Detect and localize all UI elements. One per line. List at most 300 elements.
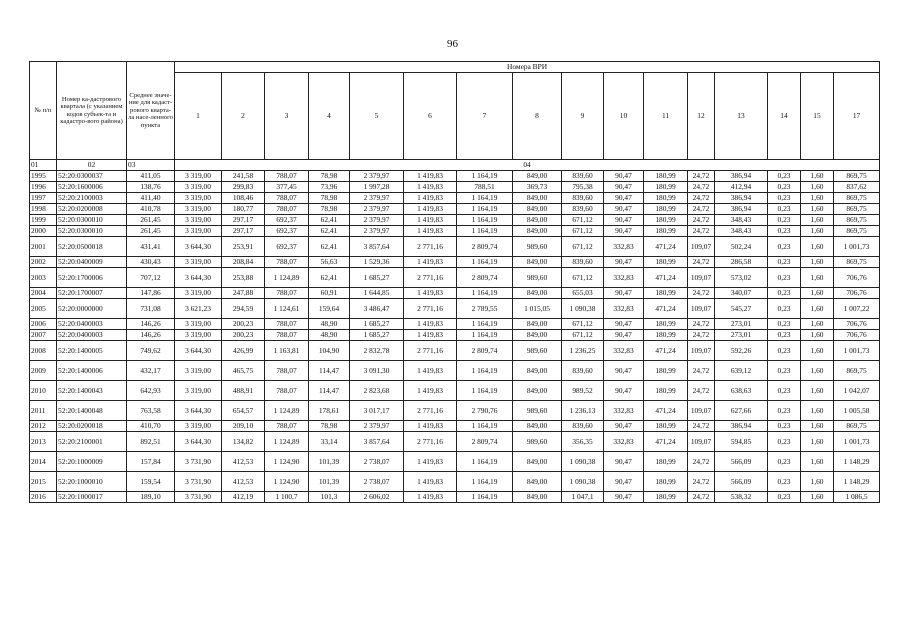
average-value-cell: 410,70 (127, 421, 175, 432)
vri-value-cell: 692,37 (265, 226, 309, 237)
vri-value-cell: 109,07 (688, 299, 715, 319)
vri-value-cell: 180,99 (644, 421, 688, 432)
header-vri-13: 13 (715, 73, 768, 160)
row-number-cell: 2009 (30, 361, 57, 381)
vri-value-cell: 78,98 (309, 171, 350, 182)
vri-value-cell: 369,73 (513, 182, 562, 193)
vri-value-cell: 989,60 (513, 268, 562, 288)
vri-value-cell: 60,91 (309, 288, 350, 299)
vri-value-cell: 412,19 (222, 492, 265, 503)
vri-value-cell: 109,07 (688, 341, 715, 361)
vri-value-cell: 639,12 (715, 361, 768, 381)
table-row (30, 268, 880, 288)
vri-value-cell: 1 124,90 (265, 452, 309, 472)
vri-value-cell: 3 017,17 (350, 401, 404, 421)
vri-value-cell: 24,72 (688, 381, 715, 401)
vri-value-cell: 1 086,5 (834, 492, 880, 503)
vri-value-cell: 180,99 (644, 204, 688, 215)
cadastral-quarter-cell: 52:20:0400003 (57, 319, 127, 330)
average-value-cell: 642,93 (127, 381, 175, 401)
vri-value-cell: 2 606,02 (350, 492, 404, 503)
vri-value-cell: 471,24 (644, 401, 688, 421)
cadastral-quarter-cell: 52:20:1400006 (57, 361, 127, 381)
vri-value-cell: 849,00 (513, 319, 562, 330)
vri-value-cell: 706,76 (834, 268, 880, 288)
vri-value-cell: 849,00 (513, 193, 562, 204)
vri-value-cell: 0,23 (768, 237, 801, 257)
row-number-cell: 1997 (30, 193, 57, 204)
average-value-cell: 261,45 (127, 226, 175, 237)
vri-value-cell: 101,39 (309, 472, 350, 492)
average-value-cell: 146,26 (127, 330, 175, 341)
vri-value-cell: 1 007,22 (834, 299, 880, 319)
vri-value-cell: 1 015,05 (513, 299, 562, 319)
vri-value-cell: 1 419,83 (404, 452, 457, 472)
vri-value-cell: 377,45 (265, 182, 309, 193)
vri-value-cell: 1 997,28 (350, 182, 404, 193)
vri-value-cell: 180,99 (644, 215, 688, 226)
average-value-cell: 261,45 (127, 215, 175, 226)
vri-value-cell: 1 164,19 (457, 226, 513, 237)
vri-value-cell: 2 790,76 (457, 401, 513, 421)
vri-value-cell: 3 091,30 (350, 361, 404, 381)
cadastral-quarter-cell: 52:20:1400048 (57, 401, 127, 421)
vri-value-cell: 1 090,38 (562, 472, 604, 492)
vri-value-cell: 0,23 (768, 193, 801, 204)
header-vri-6: 6 (404, 73, 457, 160)
vri-value-cell: 1 005,58 (834, 401, 880, 421)
table-row (30, 492, 880, 503)
average-value-cell: 432,17 (127, 361, 175, 381)
vri-value-cell: 849,00 (513, 472, 562, 492)
vri-value-cell: 989,60 (513, 401, 562, 421)
vri-value-cell: 545,27 (715, 299, 768, 319)
vri-value-cell: 1 042,07 (834, 381, 880, 401)
vri-value-cell: 2 379,97 (350, 204, 404, 215)
cadastral-quarter-cell: 52:20:0300010 (57, 226, 127, 237)
vri-value-cell: 2 809,74 (457, 341, 513, 361)
table-row (30, 226, 880, 237)
vri-value-cell: 1 148,29 (834, 472, 880, 492)
vri-value-cell: 109,07 (688, 268, 715, 288)
vri-value-cell: 0,23 (768, 330, 801, 341)
vri-value-cell: 1,60 (801, 492, 834, 503)
vri-value-cell: 989,52 (562, 381, 604, 401)
vri-value-cell: 566,09 (715, 472, 768, 492)
table-row (30, 452, 880, 472)
vri-value-cell: 0,23 (768, 452, 801, 472)
vri-value-cell: 849,00 (513, 452, 562, 472)
vri-value-cell: 654,57 (222, 401, 265, 421)
vri-value-cell: 471,24 (644, 237, 688, 257)
vri-value-cell: 1,60 (801, 226, 834, 237)
vri-value-cell: 849,00 (513, 492, 562, 503)
vri-value-cell: 90,47 (604, 226, 644, 237)
vri-value-cell: 839,60 (562, 193, 604, 204)
header-vri-3: 3 (265, 73, 309, 160)
table-row (30, 432, 880, 452)
vri-value-cell: 104,90 (309, 341, 350, 361)
vri-value-cell: 180,99 (644, 182, 688, 193)
vri-value-cell: 332,83 (604, 432, 644, 452)
vri-value-cell: 180,99 (644, 171, 688, 182)
vri-value-cell: 3 319,00 (175, 204, 222, 215)
vri-value-cell: 90,47 (604, 288, 644, 299)
vri-value-cell: 2 771,16 (404, 341, 457, 361)
vri-value-cell: 3 621,23 (175, 299, 222, 319)
vri-value-cell: 3 319,00 (175, 288, 222, 299)
average-value-cell: 707,12 (127, 268, 175, 288)
average-value-cell: 147,86 (127, 288, 175, 299)
vri-value-cell: 2 771,16 (404, 268, 457, 288)
cadastral-quarter-cell: 52:20:1700006 (57, 268, 127, 288)
vri-value-cell: 849,00 (513, 204, 562, 215)
header-row-number: № п/п (30, 62, 57, 160)
vri-value-cell: 869,75 (834, 257, 880, 268)
vri-value-cell: 62,41 (309, 215, 350, 226)
vri-value-cell: 3 319,00 (175, 381, 222, 401)
vri-value-cell: 1 164,19 (457, 361, 513, 381)
vri-value-cell: 180,99 (644, 257, 688, 268)
vri-value-cell: 869,75 (834, 226, 880, 237)
vri-value-cell: 788,07 (265, 421, 309, 432)
vri-value-cell: 671,12 (562, 226, 604, 237)
cadastral-quarter-cell: 52:20:0400009 (57, 257, 127, 268)
vri-value-cell: 386,94 (715, 421, 768, 432)
vri-value-cell: 0,23 (768, 288, 801, 299)
cadastral-quarter-cell: 52:20:0300037 (57, 171, 127, 182)
vri-value-cell: 348,43 (715, 226, 768, 237)
page-number: 96 (447, 38, 458, 50)
vri-value-cell: 0,23 (768, 226, 801, 237)
vri-value-cell: 180,99 (644, 452, 688, 472)
table-row (30, 341, 880, 361)
vri-value-cell: 2 379,97 (350, 215, 404, 226)
vri-value-cell: 294,59 (222, 299, 265, 319)
vri-value-cell: 3 644,30 (175, 432, 222, 452)
row-number-cell: 2014 (30, 452, 57, 472)
vri-value-cell: 1 419,83 (404, 288, 457, 299)
vri-value-cell: 989,60 (513, 237, 562, 257)
vri-value-cell: 1 164,19 (457, 421, 513, 432)
vri-value-cell: 869,75 (834, 171, 880, 182)
vri-value-cell: 299,83 (222, 182, 265, 193)
vri-value-cell: 989,60 (513, 432, 562, 452)
average-value-cell: 431,41 (127, 237, 175, 257)
cadastral-quarter-cell: 52:20:2100001 (57, 432, 127, 452)
header-vri-group: Номера ВРИ (175, 62, 880, 73)
vri-value-cell: 1 164,19 (457, 492, 513, 503)
vri-value-cell: 62,41 (309, 226, 350, 237)
cadastral-quarter-cell: 52:20:1000009 (57, 452, 127, 472)
vri-value-cell: 340,07 (715, 288, 768, 299)
vri-value-cell: 471,24 (644, 268, 688, 288)
vri-value-cell: 2 771,16 (404, 299, 457, 319)
vri-value-cell: 839,60 (562, 257, 604, 268)
vri-value-cell: 1 685,27 (350, 268, 404, 288)
vri-value-cell: 1 419,83 (404, 421, 457, 432)
vri-value-cell: 706,76 (834, 319, 880, 330)
vri-value-cell: 241,58 (222, 171, 265, 182)
vri-value-cell: 24,72 (688, 171, 715, 182)
vri-value-cell: 90,47 (604, 171, 644, 182)
vri-value-cell: 273,01 (715, 330, 768, 341)
vri-value-cell: 24,72 (688, 472, 715, 492)
cadastral-quarter-cell: 52:20:1000010 (57, 472, 127, 492)
cadastral-quarter-cell: 52:20:0200008 (57, 204, 127, 215)
vri-value-cell: 0,23 (768, 204, 801, 215)
vri-value-cell: 788,07 (265, 288, 309, 299)
vri-value-cell: 1 164,19 (457, 319, 513, 330)
vri-value-cell: 209,10 (222, 421, 265, 432)
average-value-cell: 749,62 (127, 341, 175, 361)
vri-value-cell: 0,23 (768, 268, 801, 288)
code-cell: 04 (175, 160, 880, 171)
vri-value-cell: 471,24 (644, 341, 688, 361)
vri-value-cell: 671,12 (562, 319, 604, 330)
vri-value-cell: 3 319,00 (175, 182, 222, 193)
table-row (30, 401, 880, 421)
vri-value-cell: 0,23 (768, 401, 801, 421)
vri-value-cell: 1 236,25 (562, 341, 604, 361)
vri-value-cell: 90,47 (604, 193, 644, 204)
vri-value-cell: 1 124,89 (265, 432, 309, 452)
header-vri-4: 4 (309, 73, 350, 160)
vri-value-cell: 1 419,83 (404, 204, 457, 215)
vri-value-cell: 1,60 (801, 204, 834, 215)
vri-value-cell: 208,84 (222, 257, 265, 268)
vri-value-cell: 0,23 (768, 215, 801, 226)
column-codes-row (30, 160, 880, 171)
vri-value-cell: 706,76 (834, 288, 880, 299)
average-value-cell: 146,26 (127, 319, 175, 330)
vri-value-cell: 655,03 (562, 288, 604, 299)
vri-value-cell: 24,72 (688, 492, 715, 503)
vri-value-cell: 1 419,83 (404, 226, 457, 237)
vri-value-cell: 869,75 (834, 193, 880, 204)
row-number-cell: 2002 (30, 257, 57, 268)
vri-value-cell: 3 731,90 (175, 472, 222, 492)
vri-value-cell: 788,07 (265, 193, 309, 204)
vri-value-cell: 0,23 (768, 171, 801, 182)
average-value-cell: 731,08 (127, 299, 175, 319)
vri-value-cell: 180,99 (644, 381, 688, 401)
vri-value-cell: 78,98 (309, 421, 350, 432)
table-row (30, 288, 880, 299)
average-value-cell: 159,54 (127, 472, 175, 492)
vri-value-cell: 24,72 (688, 257, 715, 268)
vri-value-cell: 566,09 (715, 452, 768, 472)
table-row (30, 182, 880, 193)
vri-value-cell: 348,43 (715, 215, 768, 226)
vri-value-cell: 1 164,19 (457, 330, 513, 341)
table-row (30, 237, 880, 257)
vri-value-cell: 90,47 (604, 182, 644, 193)
vri-value-cell: 3 644,30 (175, 237, 222, 257)
vri-value-cell: 788,07 (265, 204, 309, 215)
vri-value-cell: 3 486,47 (350, 299, 404, 319)
average-value-cell: 892,51 (127, 432, 175, 452)
row-number-cell: 2015 (30, 472, 57, 492)
vri-value-cell: 1,60 (801, 182, 834, 193)
vri-value-cell: 3 319,00 (175, 421, 222, 432)
vri-value-cell: 24,72 (688, 361, 715, 381)
vri-value-cell: 1,60 (801, 171, 834, 182)
vri-value-cell: 795,38 (562, 182, 604, 193)
vri-value-cell: 1,60 (801, 472, 834, 492)
average-value-cell: 138,76 (127, 182, 175, 193)
vri-value-cell: 538,32 (715, 492, 768, 503)
vri-value-cell: 3 319,00 (175, 215, 222, 226)
cadastral-quarter-cell: 52:20:2100003 (57, 193, 127, 204)
vri-value-cell: 502,24 (715, 237, 768, 257)
vri-value-cell: 2 809,74 (457, 237, 513, 257)
vri-value-cell: 0,23 (768, 472, 801, 492)
table-row (30, 421, 880, 432)
vri-value-cell: 90,47 (604, 330, 644, 341)
vri-value-cell: 849,00 (513, 226, 562, 237)
vri-value-cell: 412,53 (222, 472, 265, 492)
cadastral-quarter-cell: 52:20:1400043 (57, 381, 127, 401)
vri-value-cell: 109,07 (688, 237, 715, 257)
vri-value-cell: 671,12 (562, 330, 604, 341)
vri-value-cell: 1 164,19 (457, 193, 513, 204)
vri-value-cell: 1,60 (801, 237, 834, 257)
vri-value-cell: 1 644,85 (350, 288, 404, 299)
row-number-cell: 1999 (30, 215, 57, 226)
vri-value-cell: 24,72 (688, 204, 715, 215)
vri-value-cell: 2 809,74 (457, 268, 513, 288)
vri-value-cell: 1 164,19 (457, 257, 513, 268)
vri-value-cell: 24,72 (688, 330, 715, 341)
vri-value-cell: 1 124,89 (265, 401, 309, 421)
row-number-cell: 2008 (30, 341, 57, 361)
vri-value-cell: 1,60 (801, 215, 834, 226)
vri-value-cell: 788,51 (457, 182, 513, 193)
vri-value-cell: 24,72 (688, 182, 715, 193)
vri-value-cell: 2 379,97 (350, 193, 404, 204)
row-number-cell: 2006 (30, 319, 57, 330)
vri-value-cell: 90,47 (604, 361, 644, 381)
vri-value-cell: 1 164,19 (457, 204, 513, 215)
vri-value-cell: 1 419,83 (404, 472, 457, 492)
vri-value-cell: 1 164,19 (457, 288, 513, 299)
vri-value-cell: 101,39 (309, 452, 350, 472)
row-number-cell: 2004 (30, 288, 57, 299)
vri-value-cell: 1 419,83 (404, 193, 457, 204)
vri-value-cell: 1,60 (801, 381, 834, 401)
vri-value-cell: 1 419,83 (404, 381, 457, 401)
vri-value-cell: 3 319,00 (175, 361, 222, 381)
header-vri-8: 8 (513, 73, 562, 160)
vri-value-cell: 109,07 (688, 432, 715, 452)
vri-value-cell: 24,72 (688, 288, 715, 299)
vri-value-cell: 1 163,81 (265, 341, 309, 361)
vri-value-cell: 1 164,19 (457, 381, 513, 401)
vri-value-cell: 1 419,83 (404, 361, 457, 381)
row-number-cell: 1996 (30, 182, 57, 193)
table-row (30, 472, 880, 492)
vri-value-cell: 849,00 (513, 330, 562, 341)
header-vri-1: 1 (175, 73, 222, 160)
vri-value-cell: 247,88 (222, 288, 265, 299)
cadastral-quarter-cell: 52:20:1600006 (57, 182, 127, 193)
row-number-cell: 2003 (30, 268, 57, 288)
vri-value-cell: 1 419,83 (404, 215, 457, 226)
vri-value-cell: 2 771,16 (404, 401, 457, 421)
average-value-cell: 411,05 (127, 171, 175, 182)
vri-value-cell: 1 001,73 (834, 341, 880, 361)
vri-value-cell: 24,72 (688, 421, 715, 432)
table-row (30, 299, 880, 319)
vri-value-cell: 1 236,13 (562, 401, 604, 421)
vri-value-cell: 2 832,78 (350, 341, 404, 361)
vri-value-cell: 2 771,16 (404, 237, 457, 257)
vri-value-cell: 33,14 (309, 432, 350, 452)
vri-value-cell: 332,83 (604, 401, 644, 421)
vri-value-cell: 297,17 (222, 226, 265, 237)
vri-value-cell: 1 090,38 (562, 452, 604, 472)
vri-value-cell: 0,23 (768, 421, 801, 432)
table-body (30, 160, 880, 503)
vri-value-cell: 412,53 (222, 452, 265, 472)
vri-value-cell: 3 319,00 (175, 226, 222, 237)
vri-value-cell: 24,72 (688, 226, 715, 237)
vri-value-cell: 2 379,97 (350, 171, 404, 182)
vri-value-cell: 3 319,00 (175, 257, 222, 268)
row-number-cell: 2000 (30, 226, 57, 237)
vri-value-cell: 286,58 (715, 257, 768, 268)
vri-value-cell: 180,99 (644, 330, 688, 341)
average-value-cell: 189,10 (127, 492, 175, 503)
vri-value-cell: 0,23 (768, 182, 801, 193)
vri-value-cell: 24,72 (688, 452, 715, 472)
vri-value-cell: 573,02 (715, 268, 768, 288)
row-number-cell: 2016 (30, 492, 57, 503)
vri-value-cell: 0,23 (768, 319, 801, 330)
vri-value-cell: 332,83 (604, 299, 644, 319)
vri-value-cell: 849,00 (513, 361, 562, 381)
vri-value-cell: 594,85 (715, 432, 768, 452)
vri-value-cell: 78,98 (309, 204, 350, 215)
cadastral-quarter-cell: 52:20:1000017 (57, 492, 127, 503)
vri-value-cell: 488,91 (222, 381, 265, 401)
vri-value-cell: 1,60 (801, 319, 834, 330)
vri-value-cell: 1 685,27 (350, 319, 404, 330)
header-vri-12: 12 (688, 73, 715, 160)
vri-value-cell: 471,24 (644, 299, 688, 319)
vri-value-cell: 356,35 (562, 432, 604, 452)
vri-value-cell: 200,23 (222, 330, 265, 341)
vri-value-cell: 1,60 (801, 330, 834, 341)
code-cell: 01 (30, 160, 57, 171)
vri-value-cell: 3 857,64 (350, 432, 404, 452)
vri-value-cell: 839,60 (562, 361, 604, 381)
vri-value-cell: 3 319,00 (175, 330, 222, 341)
vri-value-cell: 1,60 (801, 257, 834, 268)
vri-value-cell: 180,99 (644, 472, 688, 492)
vri-value-cell: 849,00 (513, 215, 562, 226)
vri-value-cell: 2 379,97 (350, 226, 404, 237)
vri-value-cell: 1 047,1 (562, 492, 604, 503)
vri-value-cell: 90,47 (604, 421, 644, 432)
vri-value-cell: 692,37 (265, 237, 309, 257)
vri-value-cell: 0,23 (768, 381, 801, 401)
vri-value-cell: 869,75 (834, 204, 880, 215)
vri-value-cell: 2 823,68 (350, 381, 404, 401)
vri-value-cell: 0,23 (768, 361, 801, 381)
average-value-cell: 411,40 (127, 193, 175, 204)
